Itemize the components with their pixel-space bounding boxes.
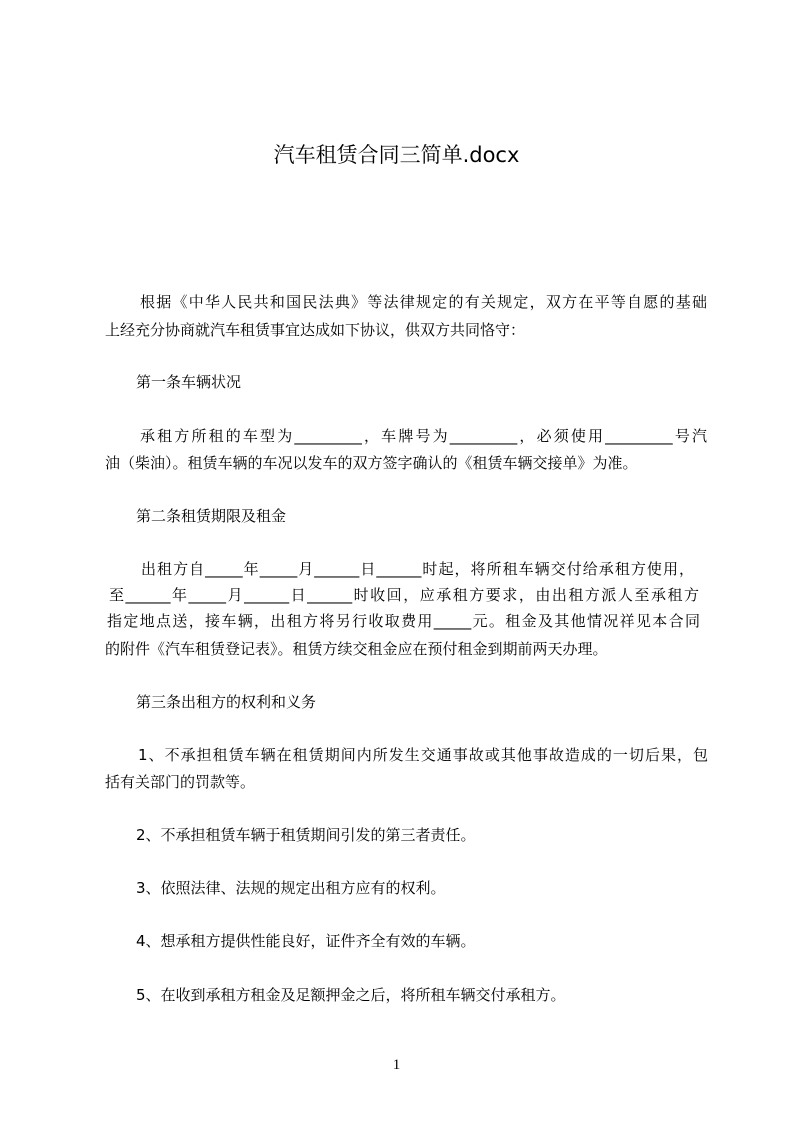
paragraph-line: 1、不承担租赁车辆在租赁期间内所发生交通事故或其他事故造成的一切后果，包 [138,746,708,764]
section-heading: 第三条出租方的权利和义务 [136,693,317,711]
page-number: 1 [392,1057,401,1073]
paragraph-line: 出租方自_____年_____月______日______时起，将所租车辆交付给承租方使用， [141,560,694,578]
paragraph-line: 的附件《汽车租赁登记表》。租赁方续交租金应在预付租金到期前两天办理。 [105,640,608,658]
paragraph-line: 至______年_____月______日______时收回，应承租方要求，由出租方派人至承租方 [109,586,699,604]
list-item: 2、不承担租赁车辆于租赁期间引发的第三者责任。 [136,826,476,844]
paragraph-line: 指定地点送，接车辆，出租方将另行收取费用_____元。租金及其他情况祥见本合同 [107,612,700,630]
paragraph-line: 承租方所租的车型为_________，车牌号为_________，必须使用_________号汽 [140,427,707,445]
list-item: 3、依照法律、法规的规定出租方应有的权利。 [136,879,446,897]
list-item: 4、想承租方提供性能良好，证件齐全有效的车辆。 [136,932,476,950]
section-heading: 第一条车辆状况 [136,373,242,391]
paragraph-line: 括有关部门的罚款等。 [105,773,256,791]
document-title: 汽车租赁合同三简单.docx [273,143,520,167]
paragraph-line: 根据《中华人民共和国民法典》等法律规定的有关规定，双方在平等自愿的基础 [140,293,707,311]
paragraph-line: 油（柴油）。租赁车辆的车况以发车的双方签字确认的《租赁车辆交接单》为准。 [105,454,638,472]
list-item: 5、在收到承租方租金及足额押金之后，将所租车辆交付承租方。 [136,986,566,1004]
paragraph-line: 上经充分协商就汽车租赁事宜达成如下协议，供双方共同恪守： [105,321,526,339]
section-heading: 第二条租赁期限及租金 [136,507,287,525]
